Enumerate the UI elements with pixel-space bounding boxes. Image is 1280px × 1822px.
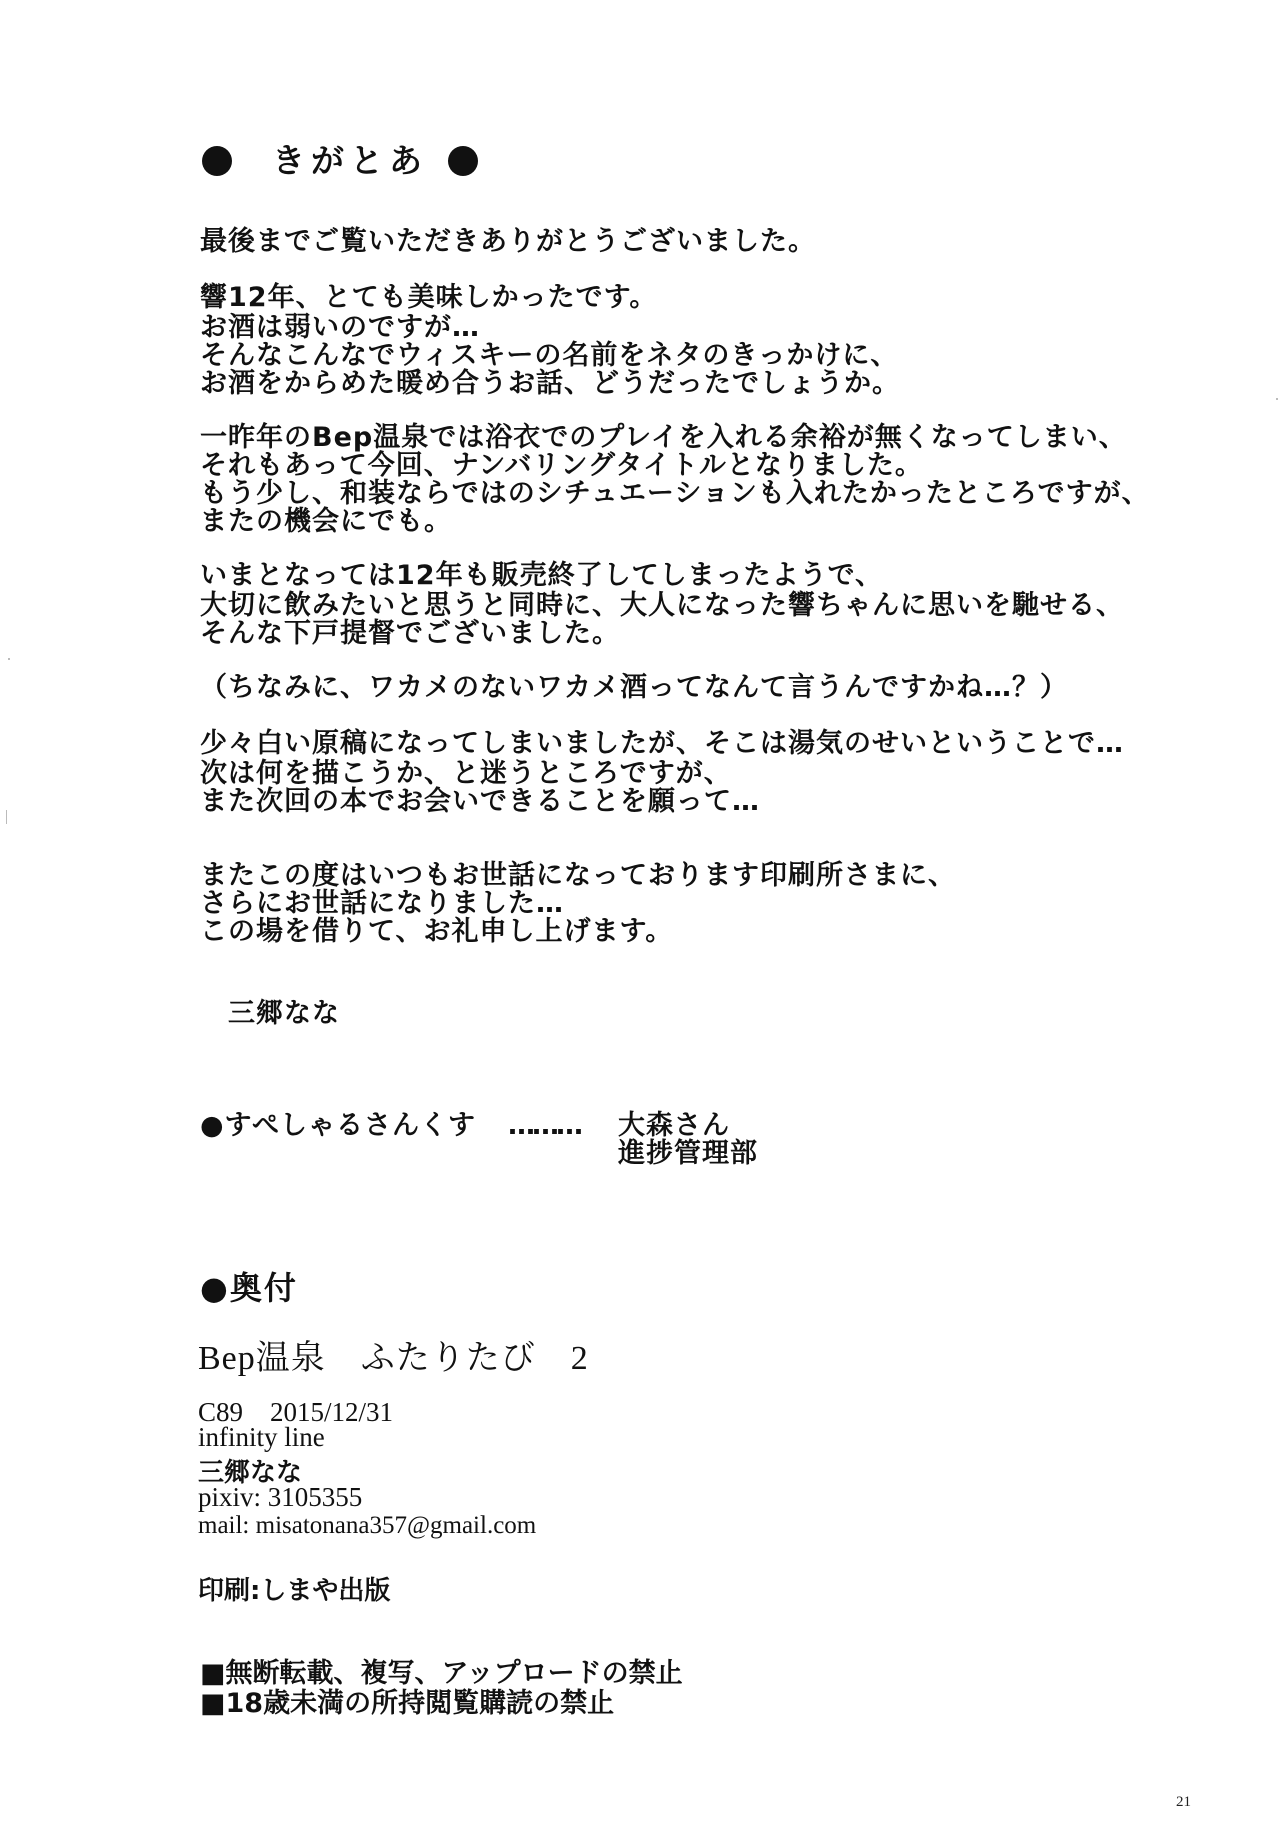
body-line: またの機会にでも。 [200, 506, 452, 537]
special-thanks-dots: ……… [508, 1110, 580, 1141]
mail-address: mail: misatonana357@gmail.com [198, 1512, 537, 1539]
page-number: 21 [1176, 1794, 1191, 1810]
body-line: 少々白い原稿になってしまいましたが、そこは湯気のせいということで… [200, 728, 1124, 759]
body-line: また次回の本でお会いできることを願って… [200, 786, 760, 817]
body-line: またこの度はいつもお世話になっております印刷所さまに、 [200, 860, 956, 891]
body-line: それもあって今回、ナンバリングタイトルとなりました。 [200, 450, 923, 481]
body-line: 大切に飲みたいと思うと同時に、大人になった響ちゃんに思いを馳せる、 [200, 590, 1124, 621]
body-line: 一昨年のBep温泉では浴衣でのプレイを入れる余裕が無くなってしまい、 [200, 422, 1127, 453]
body-line: そんな下戸提督でございました。 [200, 618, 620, 649]
bullet-icon [202, 146, 232, 176]
body-line: 次は何を描こうか、と迷うところですが、 [200, 758, 732, 789]
scan-speck [6, 810, 7, 824]
body-line: いまとなっては12年も販売終了してしまったようで、 [200, 560, 884, 591]
bullet-icon [448, 146, 478, 176]
author-name: 三郷なな [198, 1458, 303, 1488]
body-line: そんなこんなでウィスキーの名前をネタのきっかけに、 [200, 340, 899, 371]
event-date: C89 2015/12/31 [198, 1397, 394, 1427]
special-thanks-label: ●すぺしゃるさんくす [200, 1110, 477, 1141]
book-title: Bep温泉 ふたりたび 2 [198, 1340, 589, 1377]
body-line: もう少し、和装ならではのシチュエーションも入れたかったところですが、 [200, 478, 1150, 509]
pixiv-id: pixiv: 3105355 [198, 1482, 363, 1512]
notice-line: ■18歳未満の所持閲覧購読の禁止 [200, 1688, 615, 1719]
colophon-heading: ●奥付 [200, 1269, 298, 1307]
body-line: お酒は弱いのですが… [200, 312, 480, 343]
notice-line: ■無断転載、複写、アップロードの禁止 [200, 1658, 683, 1689]
afterword-heading-text: きがとあ [272, 141, 428, 180]
scan-speck [8, 658, 10, 660]
body-line: この場を借りて、お礼申し上げます。 [200, 916, 674, 947]
special-thanks-name: 大森さん [618, 1110, 730, 1141]
body-line: お酒をからめた暖め合うお話、どうだったでしょうか。 [200, 368, 900, 399]
scan-speck [1276, 398, 1278, 400]
body-line: 響12年、とても美味しかったです。 [200, 282, 658, 313]
body-line: さらにお世話になりました… [200, 888, 564, 919]
special-thanks-name: 進捗管理部 [618, 1138, 758, 1169]
body-line: 最後までご覧いただきありがとうございました。 [200, 226, 816, 257]
circle-name: infinity line [198, 1422, 325, 1452]
afterword-signature: 三郷なな [228, 998, 340, 1029]
body-line: （ちなみに、ワカメのないワカメ酒ってなんて言うんですかね…？） [200, 672, 1068, 703]
printer-name: 印刷:しまや出版 [198, 1576, 391, 1606]
